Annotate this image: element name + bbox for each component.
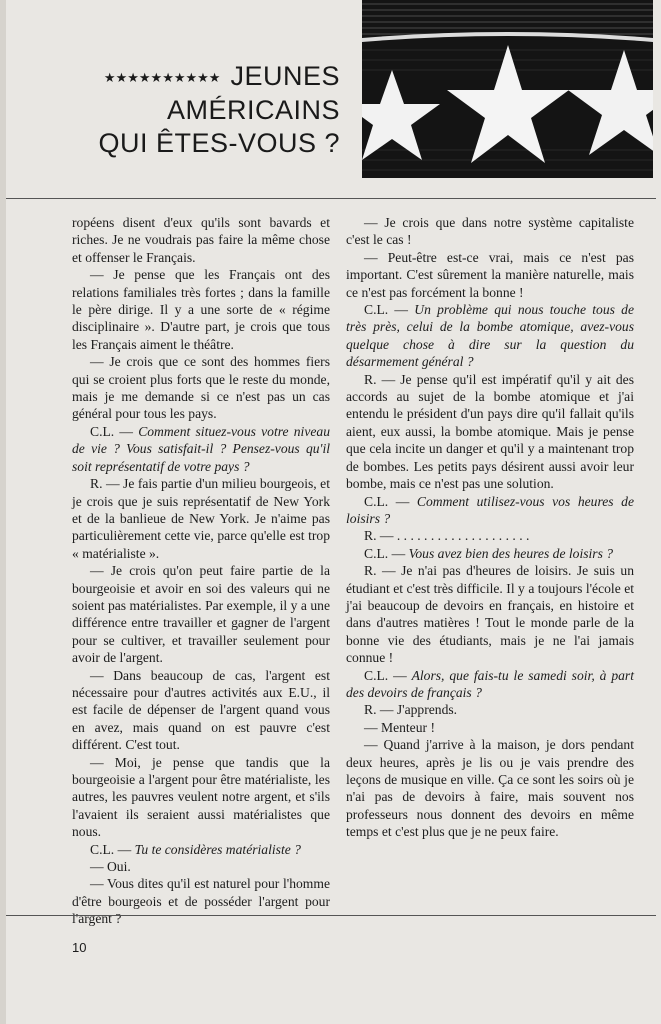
interviewer-question [346,667,634,702]
left-column [72,214,330,928]
paragraph: — Je crois que ce sont des hommes fiers qui se croient plus forts que le reste du monde, mais je me demande si ce n'est pas un cas général pour tous les pays. [72,354,330,422]
right-column [346,214,634,841]
bottom-divider [6,915,656,916]
paragraph: R. — Je pense qu'il est impératif qu'il y ait des accords au sujet de la bombe atomique et j'ai entendu le président d'un pays dire qu'il fallait qu'ils aient, eux aussi, la bombe atomique. Mais je pense que cela incite un danger et qu'il y a maintenant trop de bombes. Les petits pays désirent aussi avoir leur bombe, mais ce n'est pas une solution. [346,371,634,492]
page-binding-shadow [0,0,6,1024]
interviewer-question [346,493,634,528]
paragraph: — Menteur ! [364,719,435,735]
interviewer-question [72,841,330,858]
question-text: Comment situez-vous votre niveau de vie ? Vous satisfait-il ? Pensez-vous qu'il soit représentatif de votre pays ? [72,423,330,474]
interviewer-question [346,545,634,562]
question-text: Tu te considères matérialiste ? [134,841,301,857]
speaker-label: C.L. — [364,302,415,318]
speaker-label: C.L. — [90,423,139,439]
paragraph: R. — J'apprends. [364,702,458,718]
question-text: Alors, que fais-tu le samedi soir, à part des devoirs de français ? [346,667,635,700]
page-number: 10 [72,940,87,955]
question-text: Un problème qui nous touche tous de très près, celui de la bombe atomique, avez-vous quelque chose à dire sur la question du désarmement général ? [346,302,634,370]
speaker-label: C.L. — [90,841,135,857]
title-line-1: ★★★★★★★★★★ JEUNES [103,61,340,91]
speaker-label: C.L. — [364,493,417,509]
paragraph: ropéens disent d'eux qu'ils sont bavards et riches. Je ne voudrais pas faire la même chose et offenser le Français. [72,215,330,265]
speaker-label: C.L. — [364,545,409,561]
paragraph: R. — Je n'ai pas d'heures de loisirs. Je suis un étudiant et c'est très difficile. Il y a toujours l'école et j'ai beaucoup de devoirs en français, en histoire et dans d'autres matières ! Tout le monde parle de la bonne vie des étudiants, mais je ne l'ai jamais connue ! [346,563,634,666]
paragraph: — Je crois que dans notre système capitaliste c'est le cas ! [346,215,634,248]
paragraph: R. — . . . . . . . . . . . . . . . . . . . . [364,528,530,544]
paragraph: — Je pense que les Français ont des relations familiales très fortes ; dans la famille le père dirige. Il y a une sorte de « régime disciplinaire ». D'autre part, je crois que tous les Français aiment le théâtre. [72,267,330,352]
paragraph: — Dans beaucoup de cas, l'argent est nécessaire pour d'autres activités aux E.U., il est facile de dépenser de l'argent quand vous en avez, mais quand on est pauvre c'est différent. C'est tout. [72,667,330,753]
paragraph: — Quand j'arrive à la maison, je dors pendant deux heures, après je lis ou je vais prendre des leçons de musique en ville. Ça ce sont les soirs où je n'ai pas de devoirs à faire, mais souvent nos professeurs nous donnent des devoirs en même temps et c'est plus que je ne peux faire. [346,737,634,840]
question-text: Vous avez bien des heures de loisirs ? [408,545,614,561]
interviewer-question [72,423,330,475]
top-divider [6,198,656,199]
paragraph: — Peut-être est-ce vrai, mais ce n'est pas important. C'est sûrement la manière naturelle, mais ce n'est pas forcément la bonne ! [346,249,634,300]
paragraph: — Oui. [90,859,131,875]
speaker-label: C.L. — [364,667,412,683]
paragraph: — Je crois qu'on peut faire partie de la bourgeoisie et avoir en soi des valeurs qui ne soient pas matérialistes. Par exemple, il y a une différence entre travailler et gagner de l'argent pour se cultiver, et travailler seulement pour avoir de l'argent. [72,563,330,666]
interviewer-question [346,301,634,371]
article-title [80,60,340,160]
title-stars: ★★★★★★★★★★ [103,70,221,85]
paragraph: R. — Je fais partie d'un milieu bourgeois, et je crois que je suis représentatif de New York et de la banlieue de New York. Je n'aime pas particulièrement cette vie, parce qu'elle est trop « matérialiste ». [72,476,330,561]
paragraph: — Moi, je pense que tandis que la bourgeoisie a l'argent pour être matérialiste, les autres, les pauvres veulent notre argent, et s'ils l'avaient ils seraient aussi matérialistes que nous. [72,754,330,840]
flag-stars-illustration [362,0,653,178]
paragraph: — Vous dites qu'il est naturel pour l'homme d'être bourgeois et de posséder l'argent pour l'argent ? [72,876,330,927]
stars-graphic [362,0,653,178]
question-text: Comment utilisez-vous vos heures de loisirs ? [346,493,634,526]
title-line-3: QUI ÊTES-VOUS ? [98,128,340,158]
title-line-2: AMÉRICAINS [166,95,340,125]
